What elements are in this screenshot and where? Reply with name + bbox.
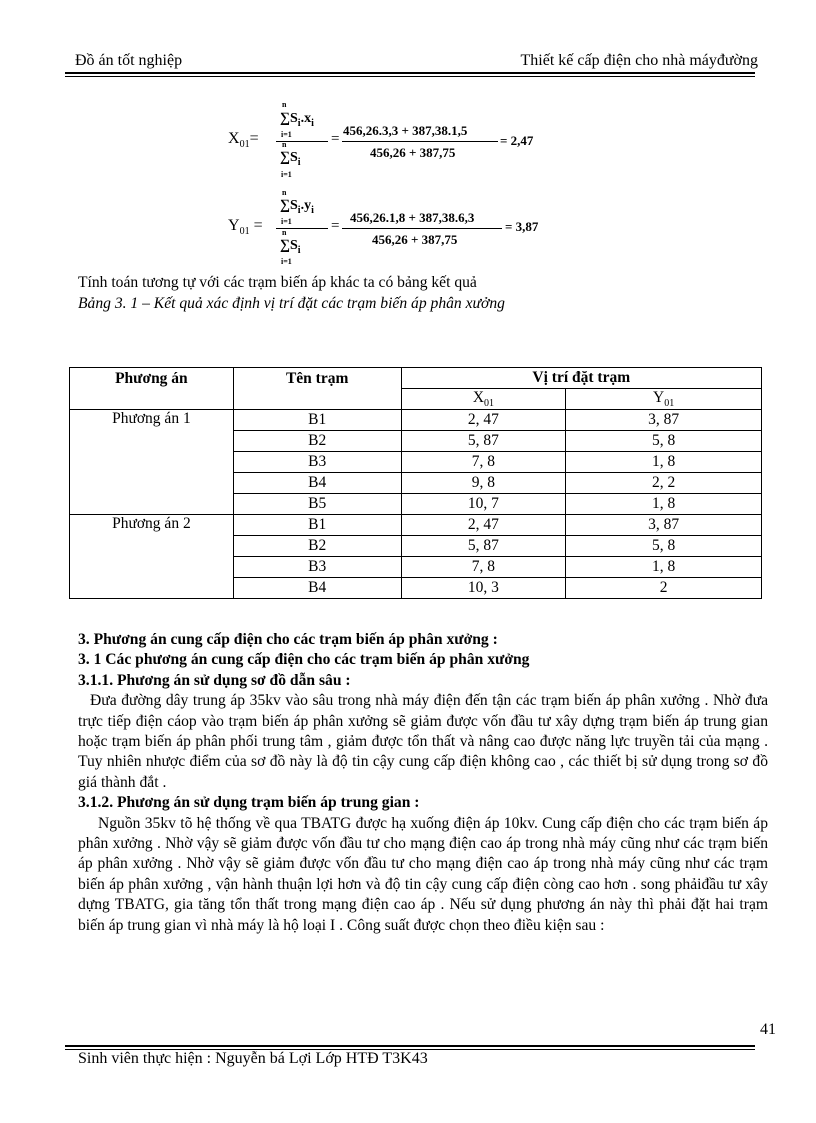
eq-y-equals: =: [331, 218, 340, 234]
sum-lower: i=1: [281, 130, 292, 139]
table-caption: Bảng 3. 1 – Kết quả xác định vị trí đặt các trạm biến áp phân xưởng: [78, 295, 505, 312]
th-position: Vị trí đặt trạm: [401, 368, 761, 389]
station-position-table: [69, 367, 762, 599]
y-cell: 3, 87: [566, 515, 762, 536]
method-cell: Phương án 1: [70, 410, 234, 515]
y-cell: 2: [566, 578, 762, 599]
intro-text: Tính toán tương tự với các trạm biến áp khác ta có bảng kết quả: [78, 274, 477, 291]
table-row: [70, 515, 762, 536]
station-cell: B4: [233, 578, 401, 599]
station-cell: B3: [233, 557, 401, 578]
header-rule-thin: [65, 76, 755, 77]
sum-lower: i=1: [281, 170, 292, 179]
x-cell: 7, 8: [401, 452, 566, 473]
method-cell: Phương án 2: [70, 515, 234, 599]
section-3-1-2-paragraph: Nguồn 35kv tõ hệ thống về qua TBATG được hạ xuống điện áp 10kv. Cung cấp điện cho các trạm biến áp phân xưởng . Nhờ vậy sẽ giảm được vốn đầu tư cho mạng điện cao áp trong nhà máy cũng như các trạm biến áp phân xưởng . Nhờ vậy sẽ giảm được vốn đầu tư cho mạng điện cao áp trong nhà máy cũng như các trạm biến áp phân xưởng , vận hành thuận lợi hơn và độ tin cậy cung cấp điện còng cao hơn . song phảiđầu tư xây dựng TBATG, gia tăng tổn thất trong mạng điện cao áp . Nếu sử dụng phương án này thì phải đặt hai trạm biến áp trung gian vì nhà máy là hộ loại I . Công suất được chọn theo điều kiện sau :: [78, 814, 768, 934]
section-3-1-heading: 3. 1 Các phương án cung cấp điện cho các trạm biến áp phân xưởng: [78, 651, 530, 669]
y-cell: 1, 8: [566, 557, 762, 578]
y-cell: 1, 8: [566, 452, 762, 473]
section-3-1-1-paragraph: Đưa đường dây trung áp 35kv vào sâu trong nhà máy điện đến tận các trạm biến áp phân xưởng . Nhờ đưa trực tiếp điện cáop vào trạm biến áp phân xưởng sẽ giảm được vốn đầu tư xây dựng trạm biến áp trung gian hoặc trạm biến áp phân phối trung tâm , giảm được tổn thất và nâng cao được năng lực truyền tải của mạng . Tuy nhiên nhược điểm của sơ đồ này là độ tin cậy cung cấp điện không cao , các thiết bị sử dụng trong sơ đồ giá thành đắt .: [78, 692, 768, 791]
page-footer: Sinh viên thực hiện : Nguyễn bá Lợi Lớp HTĐ T3K43: [78, 1050, 428, 1067]
th-x: $X_{01}$: [401, 389, 566, 410]
eq-y-den-left: $\sum S_i$: [280, 238, 301, 256]
station-cell: B2: [233, 431, 401, 452]
fraction-bar: [342, 228, 502, 229]
section-3-heading: 3. Phương án cung cấp điện cho các trạm biến áp phân xưởng :: [78, 631, 498, 648]
station-cell: B5: [233, 494, 401, 515]
station-cell: B1: [233, 410, 401, 431]
header-rule: [65, 72, 755, 74]
sum-lower: i=1: [281, 217, 292, 226]
page-number: 41: [760, 1021, 776, 1038]
th-method: Phương án: [70, 368, 234, 410]
eq-y-label: $Y_{01}$ =: [228, 217, 263, 238]
y-cell: 5, 8: [566, 536, 762, 557]
eq-y-num-right: 456,26.1,8 + 387,38.6,3: [350, 210, 475, 225]
y-cell: 3, 87: [566, 410, 762, 431]
th-station: Tên trạm: [233, 368, 401, 410]
table-row: [70, 410, 762, 431]
x-cell: 10, 3: [401, 578, 566, 599]
x-cell: 5, 87: [401, 431, 566, 452]
eq-x-den-left: $\sum S_i$: [280, 150, 301, 168]
station-cell: B3: [233, 452, 401, 473]
fraction-bar: [342, 141, 498, 142]
x-cell: 5, 87: [401, 536, 566, 557]
eq-x-label: $X_{01}=$: [228, 130, 259, 151]
x-cell: 9, 8: [401, 473, 566, 494]
sum-upper: n: [282, 140, 287, 149]
x-cell: 2, 47: [401, 410, 566, 431]
eq-y-num-left: $\sum S_i.y_i$: [280, 198, 314, 216]
y-cell: 5, 8: [566, 431, 762, 452]
page-header: [70, 52, 760, 74]
section-3-1-2-heading: 3.1.2. Phương án sử dụng trạm biến áp trung gian :: [78, 794, 420, 812]
x-cell: 7, 8: [401, 557, 566, 578]
station-cell: B4: [233, 473, 401, 494]
eq-x-result: = 2,47: [500, 133, 534, 148]
eq-x-num-right: 456,26.3,3 + 387,38.1,5: [343, 123, 468, 138]
footer-rule: [65, 1045, 755, 1047]
station-cell: B1: [233, 515, 401, 536]
header-left: Đồ án tốt nghiệp: [75, 52, 183, 69]
eq-x-den-right: 456,26 + 387,75: [370, 145, 456, 160]
sum-upper: n: [282, 100, 287, 109]
eq-y-den-right: 456,26 + 387,75: [372, 232, 458, 247]
x-cell: 2, 47: [401, 515, 566, 536]
y-cell: 2, 2: [566, 473, 762, 494]
header-right: Thiết kế cấp điện cho nhà máyđường: [520, 52, 758, 69]
th-y: $Y_{01}$: [566, 389, 762, 410]
y-cell: 1, 8: [566, 494, 762, 515]
eq-x-num-left: $\sum S_i.x_i$: [280, 111, 314, 129]
section-3-1-1-heading: 3.1.1. Phương án sử dụng sơ đồ dẫn sâu :: [78, 671, 351, 689]
body-text: [78, 630, 768, 936]
sum-upper: n: [282, 188, 287, 197]
eq-x-equals: =: [331, 131, 340, 147]
eq-y-result: = 3,87: [505, 219, 539, 234]
sum-upper: n: [282, 228, 287, 237]
station-cell: B2: [233, 536, 401, 557]
sum-lower: i=1: [281, 257, 292, 266]
x-cell: 10, 7: [401, 494, 566, 515]
